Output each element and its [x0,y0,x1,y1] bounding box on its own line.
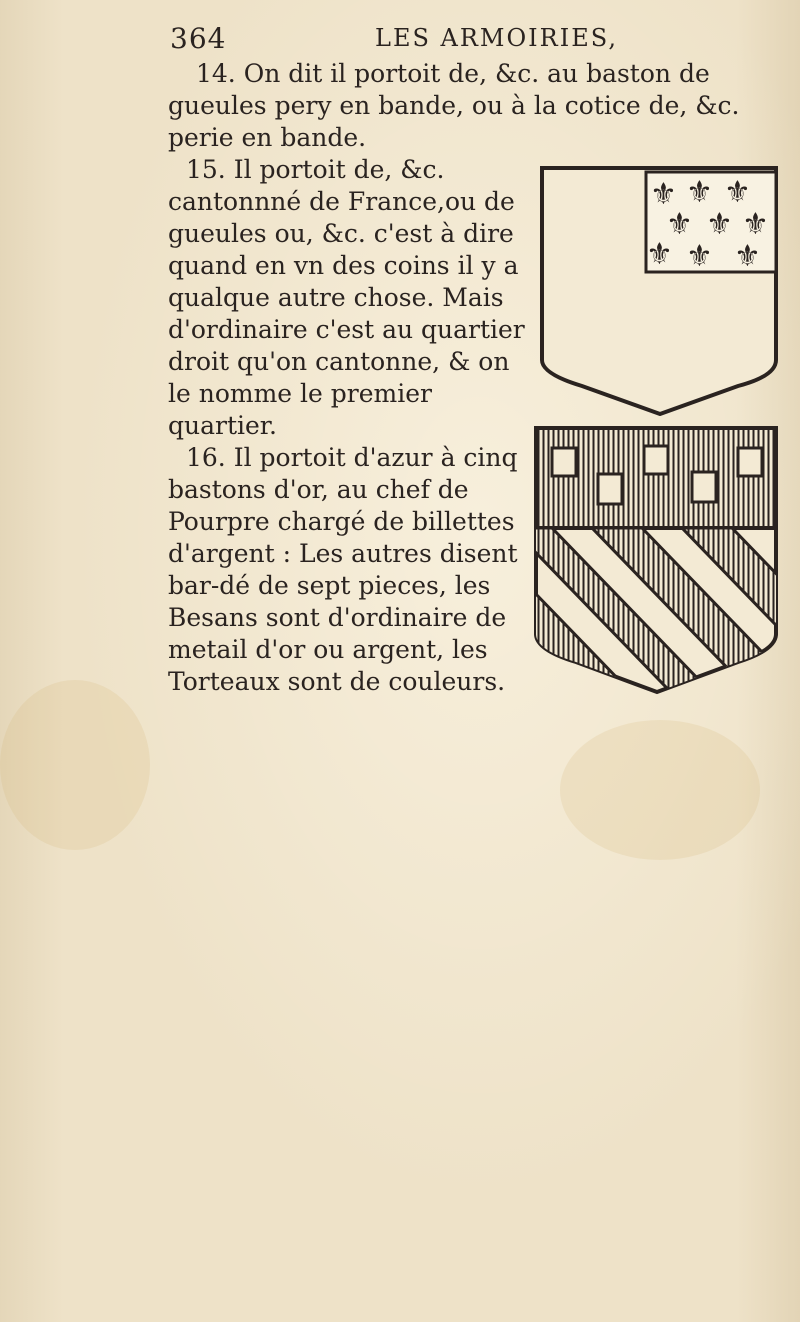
svg-text:⚜: ⚜ [686,175,713,210]
svg-text:⚜: ⚜ [706,207,733,242]
paragraph-16: 16. Il portoit d'azur à cinq bastons d'or, au chef de Pourpre chargé de billettes d'argent : Les autres disent bar-dé de sept pieces, les Besans sont d'ordinaire de metail d'or ou argent, les Torteaux sont de couleurs. [168,443,518,696]
shield-cantonne [538,164,784,416]
svg-text:⚜: ⚜ [742,207,769,242]
page-number: 364 [170,22,227,55]
heraldic-shield-icon [538,164,784,416]
svg-text:⚜: ⚜ [666,207,693,242]
shield-bastons [532,424,782,696]
svg-text:⚜: ⚜ [646,237,673,272]
paragraph-14: 14. On dit il portoit de, &c. au baston de gueules pery en bande, ou à la cotice de, &c. perie en bande. [168,59,740,152]
paper-stain [0,680,150,850]
svg-text:⚜: ⚜ [724,175,751,210]
running-head [170,22,790,56]
svg-text:⚜: ⚜ [686,239,713,274]
svg-text:⚜: ⚜ [650,177,677,212]
running-title: LES ARMOIRIES, [375,24,618,52]
paragraph-15: 15. Il portoit de, &c. cantonnné de France,ou de gueules ou, &c. c'est à dire quand en vn des coins il y a qualque autre chose. Mais d'ordinaire c'est au quartier droit qu'on cantonne, & on le nomme le premier quartier. [168,155,525,440]
heraldic-shield-icon [532,424,782,696]
svg-text:⚜: ⚜ [734,239,761,274]
paper-stain [560,720,760,860]
